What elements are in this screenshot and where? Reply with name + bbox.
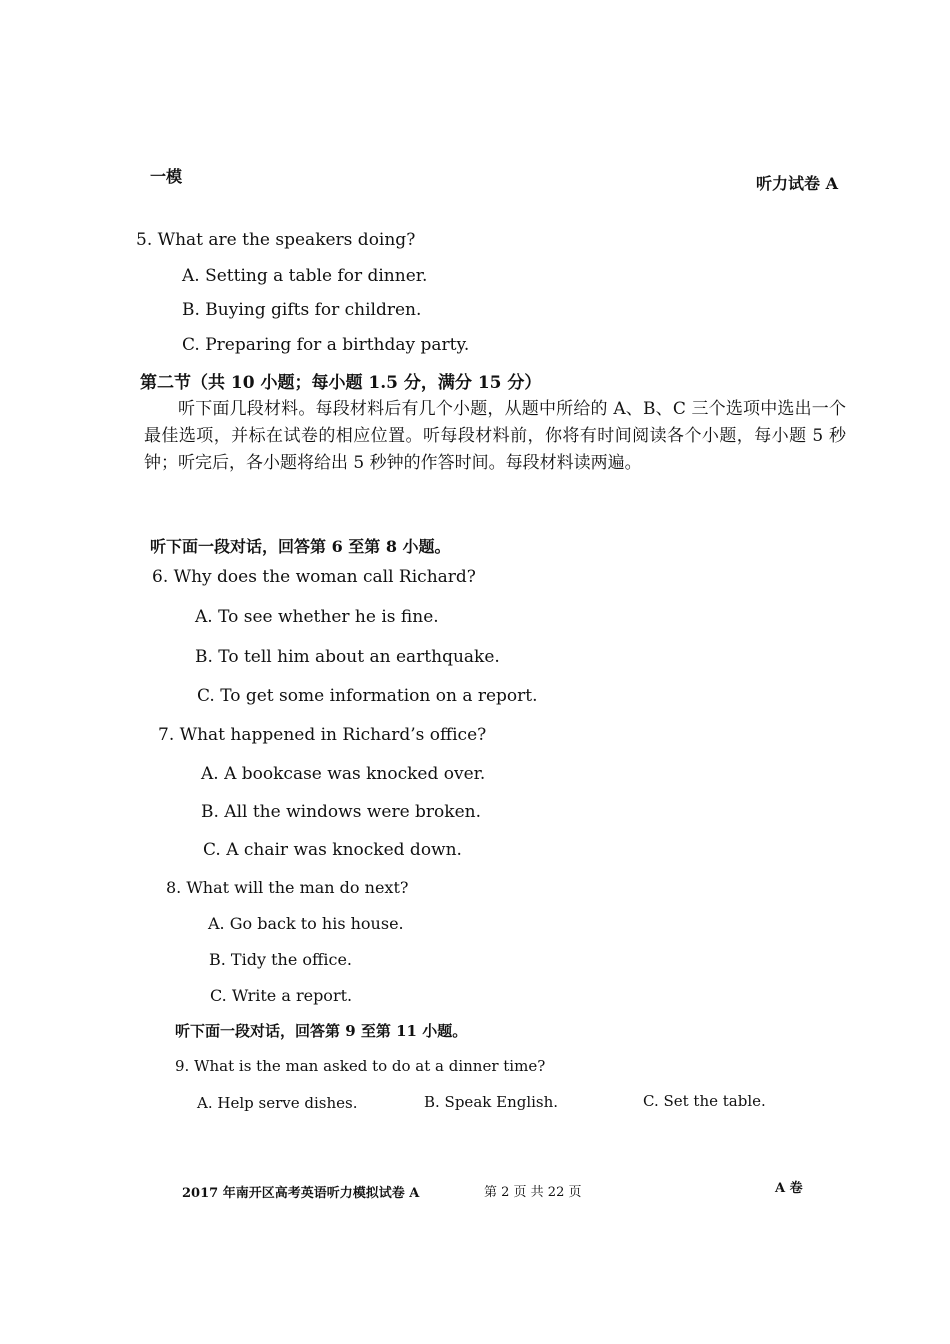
header-right: 听力试卷 A [756, 174, 838, 193]
question-6-option-a: A. To see whether he is fine. [195, 607, 439, 627]
footer-title: 2017 年南开区高考英语听力模拟试卷 A [182, 1186, 420, 1201]
section-title: 第二节（共 10 小题；每小题 1.5 分，满分 15 分） [140, 373, 542, 393]
question-5-option-a: A. Setting a table for dinner. [182, 266, 428, 286]
question-9: 9. What is the man asked to do at a dinner time? [175, 1057, 546, 1075]
question-7: 7. What happened in Richard’s office? [158, 725, 487, 745]
question-8-option-a: A. Go back to his house. [208, 914, 404, 933]
question-5: 5. What are the speakers doing? [136, 230, 416, 250]
question-9-option-a: A. Help serve dishes. [197, 1094, 358, 1112]
header-left: 一模 [150, 167, 183, 186]
footer-page-number: 第 2 页 共 22 页 [484, 1185, 582, 1200]
question-6-option-c: C. To get some information on a report. [197, 686, 538, 706]
question-7-option-b: B. All the windows were broken. [201, 802, 481, 822]
question-5-option-b: B. Buying gifts for children. [182, 300, 422, 320]
question-7-option-a: A. A bookcase was knocked over. [201, 764, 486, 784]
question-8: 8. What will the man do next? [166, 878, 409, 897]
question-7-option-c: C. A chair was knocked down. [203, 840, 462, 860]
footer-right: A 卷 [775, 1181, 803, 1196]
question-8-option-b: B. Tidy the office. [209, 950, 353, 969]
group-label-6-8: 听下面一段对话，回答第 6 至第 8 小题。 [150, 537, 451, 556]
section-instructions: 听下面几段材料。每段材料后有几个小题，从题中所给的 A、B、C 三个选项中选出一个最佳选项，并标在试卷的相应位置。听每段材料前，你将有时间阅读各个小题，每小题 5 秒钟；听完后，各小题将给出 5 秒钟的作答时间。每段材料读两遍。 [144, 399, 846, 473]
question-9-option-c: C. Set the table. [643, 1092, 766, 1110]
group-label-9-11: 听下面一段对话，回答第 9 至第 11 小题。 [175, 1022, 468, 1040]
question-9-option-b: B. Speak English. [424, 1093, 559, 1111]
question-8-option-c: C. Write a report. [210, 986, 353, 1005]
question-6-option-b: B. To tell him about an earthquake. [195, 647, 500, 667]
question-5-option-c: C. Preparing for a birthday party. [182, 335, 470, 355]
question-6: 6. Why does the woman call Richard? [152, 567, 476, 587]
